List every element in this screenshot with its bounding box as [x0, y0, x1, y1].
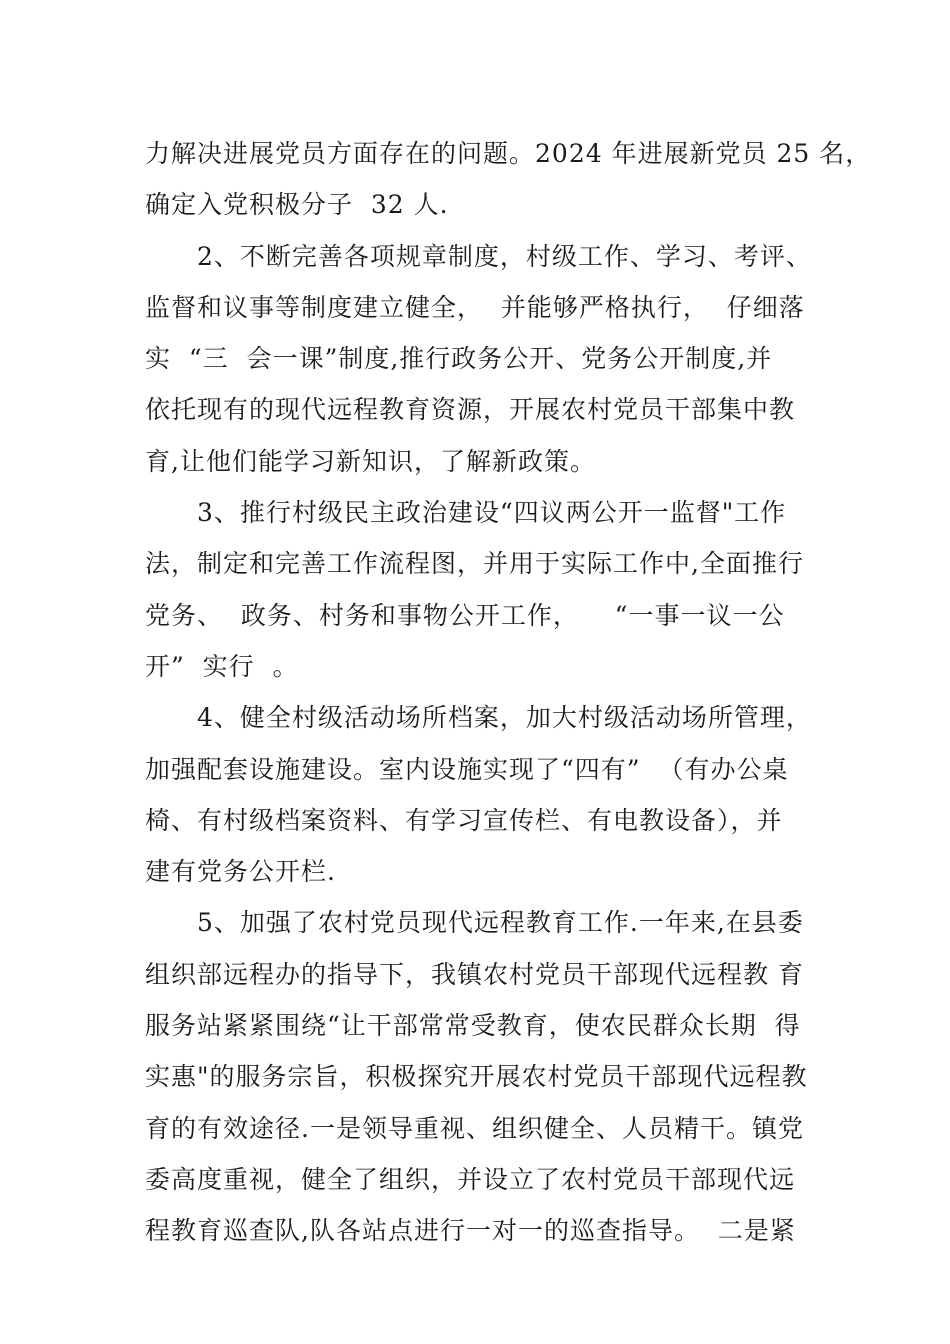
text-line: 育,让他们能学习新知识，了解新政策。: [145, 446, 596, 476]
text-line: 实惠"的服务宗旨，积极探究开展农村党员干部现代远程教: [145, 1062, 808, 1092]
text-line: 服务站紧紧围绕“让干部常常受教育，使农民群众长期 得: [145, 1011, 801, 1041]
paragraph-3-start: 3、推行村级民主政治建设“四议两公开一监督"工作: [197, 498, 787, 528]
text-line: 依托现有的现代远程教育资源，开展农村党员干部集中教: [145, 395, 796, 425]
text-line: 椅、有村级档案资料、有学习宣传栏、有电教设备），并: [145, 805, 783, 835]
text-line: 确定入党积极分子 32 人.: [145, 190, 449, 220]
text-line: 开” 实行 。: [145, 651, 299, 681]
document-body: [145, 128, 872, 1257]
text-line: 法，制定和完善工作流程图，并用于实际工作中,全面推行: [145, 549, 804, 579]
text-line: 育的有效途径.一是领导重视、组织健全、人员精干。镇党: [145, 1113, 804, 1143]
text-line: 建有党务公开栏.: [145, 857, 336, 887]
text-line: 实 “三 会一课”制度,推行政务公开、党务公开制度,并: [145, 344, 773, 374]
text-line: 党务、 政务、村务和事物公开工作， “一事一议一公: [145, 600, 785, 630]
paragraph-2-start: 2、不断完善各项规章制度，村级工作、学习、考评、: [197, 241, 812, 271]
text-line: 加强配套设施建设。室内设施实现了“四有” （有办公桌: [145, 754, 789, 784]
text-line: 组织部远程办的指导下，我镇农村党员干部现代远程教 育: [145, 959, 804, 989]
text-line: 力解决进展党员方面存在的问题。2024 年进展新党员 25 名，: [145, 139, 872, 168]
text-line: 程教育巡查队,队各站点进行一对一的巡查指导。 二是紧: [145, 1216, 796, 1246]
text-line: 监督和议事等制度建立健全， 并能够严格执行， 仔细落: [145, 292, 805, 322]
paragraph-5-start: 5、加强了农村党员现代远程教育工作.一年来,在县委: [197, 908, 804, 938]
text-line: 委高度重视，健全了组织，并设立了农村党员干部现代远: [145, 1164, 796, 1194]
paragraph-4-start: 4、健全村级活动场所档案，加大村级活动场所管理，: [197, 703, 812, 733]
